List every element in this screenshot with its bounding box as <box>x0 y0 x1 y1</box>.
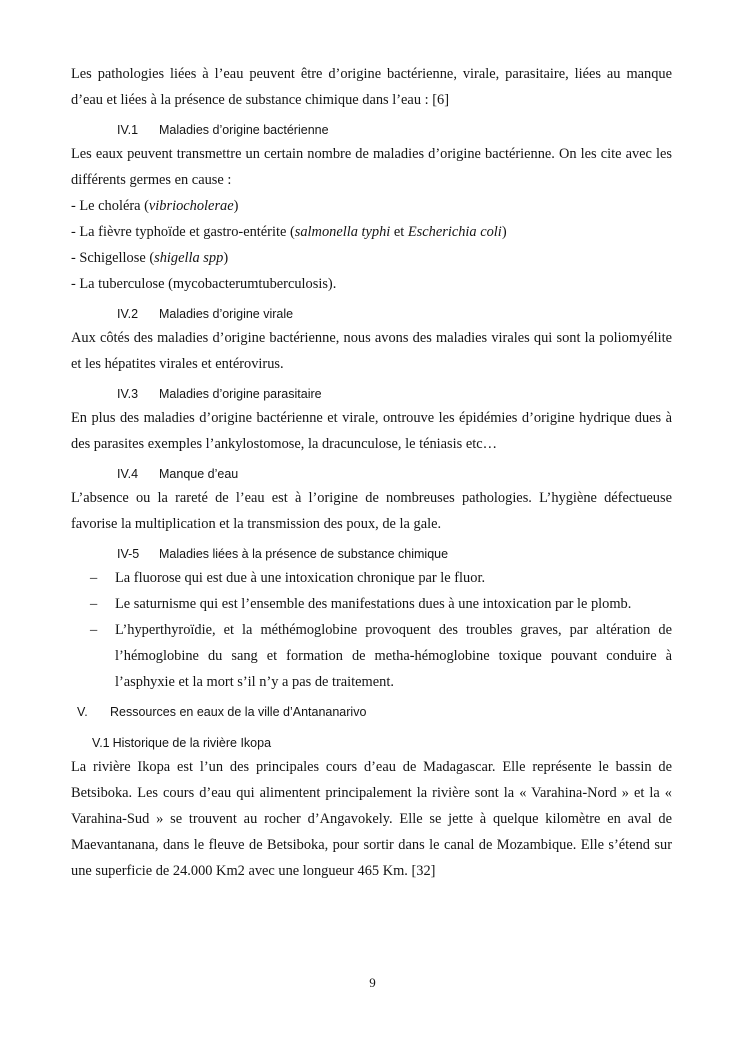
dash-bullet: – <box>90 596 98 612</box>
list-item-schigellose: - Schigellose (shigella spp) <box>71 250 229 266</box>
section-heading-v <box>71 702 672 722</box>
section-title: Historique de la rivière Ikopa <box>112 736 272 750</box>
section-title: Maladies d’origine virale <box>159 307 294 321</box>
section-heading-iv3 <box>71 384 672 404</box>
section-heading-iv2 <box>71 304 672 324</box>
section-number: IV-5 <box>117 547 140 561</box>
intro-line-1: Les pathologies liées à l’eau peuvent être d’origine bactérienne, virale, parasitaire, liées au manque <box>71 66 672 82</box>
section-heading-iv5 <box>71 544 672 564</box>
section-iv4-paragraph: L’absence ou la rareté de l’eau est à l’origine de nombreuses pathologies. L’hygiène défectueuse favorise la multiplication et la transmission des poux, de la gale. <box>71 490 672 532</box>
section-title: Maladies d’origine bactérienne <box>159 123 329 137</box>
section-iv3-paragraph: En plus des maladies d’origine bactérienne et virale, ontrouve les épidémies d’origine hydrique dues à des parasites exemples l’ankylostomose, la dracunculose, le téniasis etc… <box>71 410 672 452</box>
section-heading-v1 <box>71 733 672 753</box>
page-number: 9 <box>369 975 376 990</box>
section-v1-paragraph: La rivière Ikopa est l’un des principales cours d’eau de Madagascar. Elle représente le bassin de Betsiboka. Les cours d’eau qui alimentent principalement la rivière sont la « Varahina-Nord » et la « Varahina-Sud » se trouvent au rocher d’Angavokely. Elle se jette à quelque kilomètre en aval de Maevantanana, dans le fleuve de Betsiboka, pour sortir dans le canal de Mozambique. Elle s’étend sur une superficie de 24.000 Km2 avec une longueur 465 Km. [32] <box>71 759 672 879</box>
section-number: IV.2 <box>117 307 139 321</box>
list-item: – Le saturnisme qui est l’ensemble des manifestations dues à une intoxication par le plomb. <box>71 591 672 617</box>
section-title: Ressources en eaux de la ville d’Antananarivo <box>110 705 367 719</box>
document-page <box>71 61 672 884</box>
section-number: IV.1 <box>117 123 139 137</box>
section-number: IV.4 <box>117 467 139 481</box>
section-number: V. <box>77 705 88 719</box>
list-item-cholera: - Le choléra (vibriocholerae) <box>71 198 239 214</box>
section-title: Maladies d’origine parasitaire <box>159 387 322 401</box>
section-iv1-paragraph: Les eaux peuvent transmettre un certain nombre de maladies d’origine bactérienne. On les cite avec les différents germes en cause : <box>71 146 672 188</box>
list-item: – L’hyperthyroïdie, et la méthémoglobine provoquent des troubles graves, par altération de l’hémoglobine du sang et formation de metha-hémoglobine toxique pouvant conduire à l’asphyxie et la mort s’il n’y a pas de traitement. <box>71 617 672 695</box>
section-title: Manque d’eau <box>159 467 239 481</box>
dash-bullet: – <box>90 570 98 586</box>
list-item-tuberculose: - La tuberculose (mycobacterumtuberculosis). <box>71 276 337 292</box>
chemical-diseases-list <box>71 565 672 695</box>
section-heading-iv1 <box>71 120 672 140</box>
list-item-typhoide: - La fièvre typhoïde et gastro-entérite (salmonella typhi et Escherichia coli) <box>71 224 507 240</box>
intro-line-2: d’eau et liées à la présence de substance chimique dans l’eau : [6] <box>71 92 449 108</box>
section-number: V.1 <box>92 736 110 750</box>
section-iv2-paragraph: Aux côtés des maladies d’origine bactérienne, nous avons des maladies virales qui sont la poliomyélite et les hépatites virales et entérovirus. <box>71 330 672 372</box>
section-title: Maladies liées à la présence de substance chimique <box>159 547 449 561</box>
section-heading-iv4 <box>71 464 672 484</box>
list-item: – La fluorose qui est due à une intoxication chronique par le fluor. <box>71 565 672 591</box>
dash-bullet: – <box>90 622 98 638</box>
section-number: IV.3 <box>117 387 139 401</box>
